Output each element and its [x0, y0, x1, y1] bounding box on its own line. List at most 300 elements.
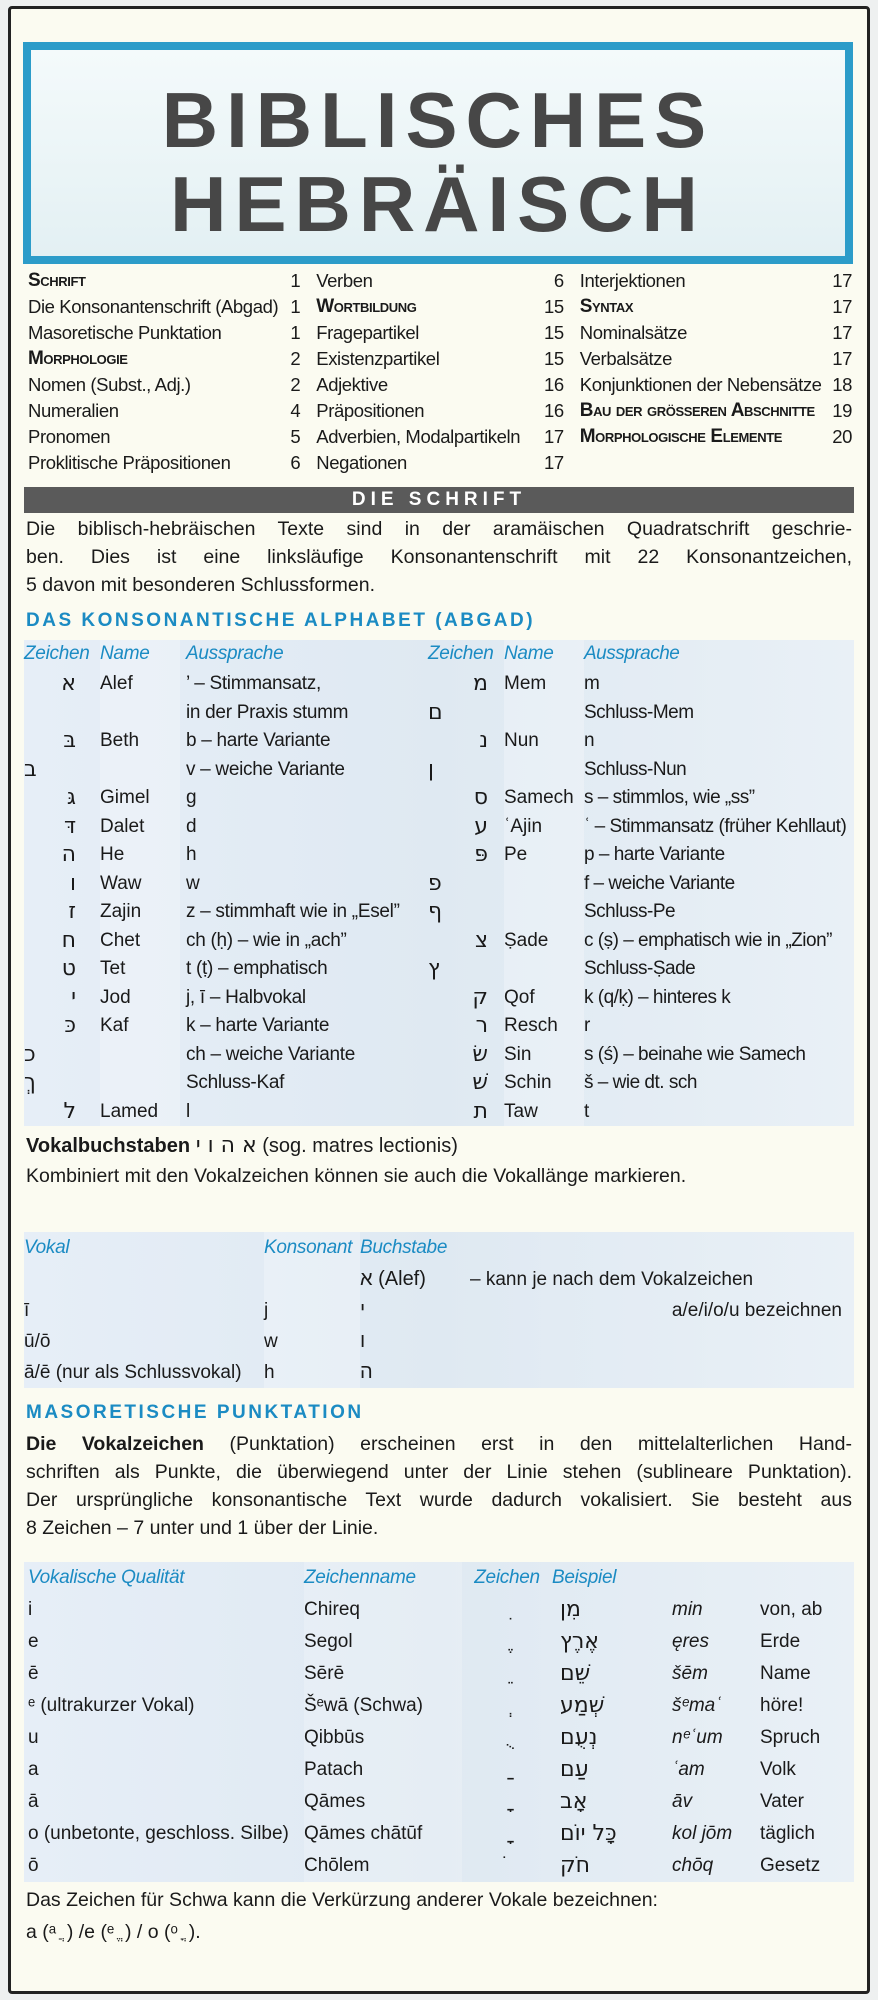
toc-entry-title: Wortbildung: [316, 296, 417, 317]
cell: šᵉmaʿ: [672, 1695, 722, 1716]
cell: l: [186, 1100, 190, 1122]
hebrew-letter: דּ: [63, 813, 76, 839]
hebrew-letter: ז: [68, 899, 76, 924]
vokalzeichen-table: [24, 1562, 854, 1882]
cell: p – harte Variante: [584, 844, 725, 865]
bold-term: Die Vokalzeichen: [26, 1433, 204, 1455]
cell: Erde: [760, 1631, 801, 1652]
toc-entry-page: 16: [543, 400, 564, 421]
hebrew-letter: ךְ: [24, 1070, 36, 1095]
line-text: schriften als Punkte, die überwiegend unter der Linie stehen (sublineare Punktation).: [26, 1461, 852, 1483]
cell: ᵉ (ultrakurzer Vokal): [28, 1695, 195, 1716]
cell: v – weiche Variante: [186, 758, 345, 780]
toc-column: [580, 268, 852, 476]
cell: n: [584, 730, 595, 751]
hebrew-example: שֵׁם: [560, 1661, 591, 1686]
cell: Taw: [504, 1098, 584, 1127]
table-row: [24, 841, 854, 870]
cell: Qof: [504, 984, 584, 1013]
hebrew-example: חֹק: [560, 1853, 590, 1878]
vowel-sign: ְ: [503, 1693, 511, 1718]
toc-entry-title: Morphologische Elemente: [579, 426, 783, 447]
cell: kol jōm: [672, 1823, 733, 1844]
cell: Šᵉwā (Schwa): [304, 1690, 462, 1722]
cell: Spruch: [760, 1727, 821, 1748]
cell: Sin: [504, 1041, 584, 1070]
toc-entry-page: 15: [543, 348, 564, 369]
toc-entry-title: Präpositionen: [316, 400, 425, 421]
paragraph-line: [26, 1430, 852, 1458]
hebrew-letter: צ: [474, 927, 488, 953]
toc-entry-page: 20: [832, 426, 852, 447]
cell: ā: [28, 1791, 39, 1812]
cell: āv: [672, 1791, 693, 1812]
toc-column: [316, 268, 564, 476]
toc-entry[interactable]: [28, 346, 300, 372]
toc-entry-title: Nomen (Subst., Adj.): [28, 374, 191, 395]
column-header: Vokal: [24, 1237, 70, 1258]
footer-line: Das Zeichen für Schwa kann die Verkürzung anderer Vokale bezeichnen:: [26, 1889, 658, 1911]
cell: [504, 870, 584, 899]
hebrew-letter: ל: [63, 1098, 76, 1124]
toc-entry[interactable]: [28, 398, 300, 424]
toc-entry[interactable]: [28, 424, 300, 450]
toc-entry[interactable]: [580, 398, 852, 424]
cell: He: [100, 841, 180, 870]
hebrew-letter: ט: [61, 956, 76, 981]
toc-entry-page: 4: [290, 400, 301, 421]
paragraph-line: [26, 1486, 852, 1514]
vokalbuchstaben-text: [26, 1162, 852, 1190]
table-row: [24, 955, 854, 984]
hebrew-letter: י: [71, 984, 76, 1010]
vokalbuchstaben-label: Vokalbuchstaben: [26, 1135, 191, 1157]
title-line-1: BIBLISCHES: [161, 76, 715, 164]
cell: j: [264, 1295, 360, 1326]
cell: Volk: [760, 1759, 796, 1780]
toc-entry[interactable]: [316, 398, 564, 424]
cell: [100, 699, 180, 728]
hebrew-letter: ם: [428, 699, 443, 725]
cell: s – stimmlos, wie „ss”: [584, 787, 755, 808]
hebrew-letter: ב: [24, 756, 37, 782]
cell: Resch: [504, 1012, 584, 1041]
cell: ʿAjin: [504, 813, 584, 842]
toc-entry[interactable]: [316, 268, 564, 294]
cell: Ṣade: [504, 927, 584, 956]
cell: s (ś) – beinahe wie Samech: [584, 1043, 806, 1065]
hebrew-letter: ץ: [428, 956, 440, 981]
line-text: Der ursprüngliche konsonantische Text wurde dadurch vokalisiert. Sie besteht aus: [26, 1489, 852, 1511]
cell: h: [264, 1357, 360, 1388]
hebrew-letter: פּ: [474, 842, 488, 867]
table-row: [24, 1722, 854, 1754]
table-row: [24, 927, 854, 956]
toc-entry-title: Syntax: [579, 296, 634, 317]
hebrew-letter: מ: [473, 671, 488, 696]
column-header: Zeichen: [428, 643, 494, 664]
cell: Vater: [760, 1791, 805, 1812]
column-header: [760, 1562, 854, 1594]
cell: י: [360, 1299, 366, 1321]
column-header: Vokalische Qualität: [28, 1567, 185, 1588]
matres-note: (sog. matres lectionis): [262, 1135, 458, 1157]
column-header: Aussprache: [186, 643, 284, 664]
cell: ʿam: [672, 1759, 705, 1780]
cell: ō: [28, 1855, 39, 1876]
cell: Qāmes: [304, 1786, 462, 1818]
cell: f – weiche Variante: [584, 872, 735, 894]
toc-entry-page: 17: [832, 348, 852, 369]
cell: Gesetz: [760, 1855, 821, 1876]
toc-entry-page: 5: [290, 426, 301, 447]
table-row: [24, 1626, 854, 1658]
toc-entry-title: Verbalsätze: [579, 348, 673, 369]
toc-entry-title: Negationen: [316, 452, 407, 473]
table-row: [24, 1850, 854, 1882]
cell: ē: [28, 1663, 39, 1684]
hebrew-letter: ק: [472, 984, 488, 1010]
cell: k – harte Variante: [186, 1015, 330, 1036]
table-row: [24, 1818, 854, 1850]
toc-entry-title: Bau der grösseren Abschnitte: [579, 400, 815, 421]
cell: Patach: [304, 1754, 462, 1786]
toc-entry-title: Konjunktionen der Nebensätze: [579, 374, 822, 395]
cell: z – stimmhaft wie in „Esel”: [186, 901, 400, 922]
toc-entry-title: Morphologie: [28, 348, 128, 369]
hebrew-example: אֶרֶץ: [560, 1629, 599, 1654]
section-bar-schrift: DIE SCHRIFT: [24, 487, 854, 513]
cell: Sērē: [304, 1658, 462, 1690]
cell: t (ṭ) – emphatisch: [186, 958, 328, 979]
table-row: [24, 1326, 854, 1357]
cell: – kann je nach dem Vokalzeichen: [470, 1269, 754, 1290]
schwa-note: [26, 1884, 852, 1948]
table-row: [24, 898, 854, 927]
toc-entry-title: Verben: [316, 270, 373, 291]
toc-entry[interactable]: [316, 372, 564, 398]
toc-entry-page: 6: [553, 270, 564, 291]
cell: Beth: [100, 727, 180, 756]
cell: von, ab: [760, 1599, 823, 1620]
toc-entry[interactable]: [28, 372, 300, 398]
cell: ęres: [672, 1631, 709, 1652]
cell: [504, 898, 584, 927]
toc-entry-title: Existenzpartikel: [316, 348, 440, 369]
cell: [504, 699, 584, 728]
table-row: [24, 870, 854, 899]
vowel-sign: ֻ: [503, 1725, 511, 1750]
toc-entry[interactable]: [316, 450, 564, 476]
cell: [504, 955, 584, 984]
table-row: [24, 756, 854, 785]
column-header: Name: [100, 640, 180, 670]
toc-entry-title: Nominalsätze: [579, 322, 688, 343]
alphabet-table: [24, 640, 854, 1126]
cell: Schluss-Kaf: [186, 1072, 285, 1093]
cell: e: [28, 1631, 39, 1652]
table-row: [24, 1786, 854, 1818]
paragraph-line: ben. Dies ist eine linksläufige Konsonantenschrift mit 22 Konsonantzeichen,: [26, 546, 852, 568]
hebrew-letter: ח: [61, 927, 76, 953]
toc-entry[interactable]: [580, 424, 852, 450]
cell: o (unbetonte, geschloss. Silbe): [28, 1823, 289, 1844]
cell: a/e/i/o/u bezeichnen: [671, 1300, 842, 1321]
column-header: Buchstabe: [360, 1237, 448, 1258]
cell: g: [186, 787, 197, 808]
cell: d: [186, 815, 197, 837]
vowel-sign: ָ: [503, 1789, 511, 1814]
paragraph-line: [26, 1514, 852, 1542]
cell: ch – weiche Variante: [186, 1043, 355, 1065]
hebrew-letter: א: [61, 671, 76, 696]
toc-entry-title: Fragepartikel: [316, 322, 420, 343]
cell: k (q/ḳ) – hinteres k: [584, 986, 731, 1008]
toc-entry[interactable]: [580, 294, 852, 320]
table-header: [24, 1232, 854, 1264]
cell: ו: [360, 1330, 366, 1352]
toc-entry[interactable]: [316, 346, 564, 372]
cell: m: [584, 673, 600, 694]
cell: Schluss-Mem: [584, 701, 694, 723]
cell: r: [584, 1015, 590, 1036]
matres-letters: א ה ו י: [195, 1133, 257, 1158]
toc-entry-page: 18: [832, 374, 852, 395]
hebrew-example: עַם: [560, 1757, 589, 1782]
hebrew-letter: בּ: [63, 728, 76, 753]
table-row: [24, 1594, 854, 1626]
title-line-2: HEBRÄISCH: [170, 160, 706, 248]
cell: Pe: [504, 841, 584, 870]
hebrew-letter: שׁ: [472, 1070, 488, 1095]
cell: [24, 1264, 264, 1295]
toc-entry[interactable]: [316, 294, 564, 320]
punktation-heading: MASORETISCHE PUNKTATION: [26, 1402, 364, 1423]
toc-entry-title: Pronomen: [28, 426, 111, 447]
table-row: [24, 1098, 854, 1127]
hebrew-letter: כּ: [64, 1013, 76, 1038]
cell: ū/ō: [24, 1331, 51, 1352]
cell: Waw: [100, 870, 180, 899]
toc-entry-page: 1: [290, 322, 301, 343]
cell: [504, 756, 584, 785]
cell: Lamed: [100, 1098, 180, 1127]
cell: i: [28, 1599, 33, 1620]
cell: Samech: [504, 784, 584, 813]
cell: ch (ḥ) – wie in „ach”: [186, 929, 347, 951]
column-header: Konsonant: [264, 1232, 360, 1264]
toc-entry-page: 17: [832, 270, 852, 291]
cell: ā/ē (nur als Schlussvokal): [24, 1362, 242, 1383]
toc-entry-page: 1: [290, 296, 301, 317]
toc-entry[interactable]: [580, 372, 852, 398]
toc-entry-page: 15: [543, 322, 564, 343]
cell: in der Praxis stumm: [186, 701, 349, 723]
vowel-sign: ָ: [503, 1821, 511, 1846]
cell: ʿ – Stimmansatz (früher Kehllaut): [584, 815, 847, 837]
hebrew-example: אָב: [560, 1789, 588, 1814]
vowel-sign: ֵ: [503, 1661, 511, 1686]
alphabet-heading: DAS KONSONANTISCHE ALPHABET (ABGAD): [26, 610, 536, 631]
vokalbuchstaben-line: [26, 1133, 458, 1158]
hebrew-letter: ו: [70, 870, 76, 896]
toc-entry[interactable]: [580, 268, 852, 294]
cell: š – wie dt. sch: [584, 1072, 697, 1093]
toc-entry-page: 2: [290, 348, 301, 369]
table-row: [24, 1357, 854, 1388]
table-row: [24, 1754, 854, 1786]
toc-entry[interactable]: [28, 450, 300, 476]
toc-entry-page: 19: [832, 400, 852, 421]
hebrew-letter: גּ: [66, 785, 76, 810]
toc-entry-title: Masoretische Punktation: [28, 322, 222, 343]
hebrew-example: מִן: [560, 1597, 581, 1622]
vowel-sign: ַ: [503, 1757, 511, 1782]
toc-entry[interactable]: [316, 320, 564, 346]
column-header: Zeichen: [24, 643, 90, 664]
cell: [100, 1041, 180, 1070]
toc-entry[interactable]: [316, 424, 564, 450]
table-row: [24, 699, 854, 728]
hebrew-letter: נ: [479, 728, 488, 753]
cell: [100, 1069, 180, 1098]
cell: c (ṣ) – emphatisch wie in „Zion”: [584, 929, 832, 951]
hebrew-letter: ף: [428, 899, 443, 924]
hebrew-example: שְׁמַע: [560, 1693, 605, 1718]
cell: Chireq: [304, 1594, 462, 1626]
cell: Schluss-Pe: [584, 901, 676, 922]
toc-entry[interactable]: [28, 268, 300, 294]
table-row: [24, 1264, 854, 1295]
hebrew-letter: כ: [24, 1041, 36, 1067]
column-header: Name: [504, 640, 584, 670]
cell: Jod: [100, 984, 180, 1013]
title-box: [23, 42, 853, 264]
table-row: [24, 1295, 854, 1326]
cell: chōq: [672, 1855, 714, 1876]
hebrew-letter: [24, 699, 100, 728]
toc-entry[interactable]: [28, 320, 300, 346]
column-header: Aussprache: [584, 643, 680, 664]
table-header: [24, 640, 854, 670]
toc-entry-page: 16: [543, 374, 564, 395]
hebrew-letter: שׂ: [472, 1041, 488, 1067]
cell: Mem: [504, 670, 584, 699]
toc-entry-title: Die Konsonantenschrift (Abgad): [28, 296, 279, 317]
cell: [470, 1326, 854, 1357]
toc-entry-page: 2: [290, 374, 301, 395]
hebrew-letter: ר: [475, 1013, 488, 1038]
table-row: [24, 727, 854, 756]
cell: Qibbūs: [304, 1722, 462, 1754]
toc-entry-page: 17: [543, 426, 564, 447]
cell: ī: [24, 1300, 30, 1321]
toc-column: [28, 268, 300, 476]
vowel-sign: ֹ: [503, 1853, 511, 1878]
toc-entry-title: Interjektionen: [579, 270, 686, 291]
hebrew-example: כָּל יוֹם: [560, 1821, 617, 1846]
cell: ’ – Stimmansatz,: [186, 673, 321, 694]
column-header: Beispiel: [552, 1567, 617, 1588]
cell: Gimel: [100, 784, 180, 813]
cell: t: [584, 1100, 589, 1122]
table-row: [24, 813, 854, 842]
paragraph-line: Die biblisch-hebräischen Texte sind in der aramäischen Quadratschrift geschrie-: [26, 518, 852, 540]
cell: Tet: [100, 955, 180, 984]
cell: höre!: [760, 1695, 804, 1716]
line-text: 8 Zeichen – 7 unter und 1 über der Linie.: [26, 1517, 379, 1539]
vokalbuchstaben-line2: Kombiniert mit den Vokalzeichen können sie auch die Vokallänge markieren.: [26, 1165, 687, 1187]
cell: Schluss-Ṣade: [584, 958, 696, 979]
cell: [100, 756, 180, 785]
vokalbuchstaben-table: [24, 1232, 854, 1388]
table-row: [24, 1690, 854, 1722]
column-header: [672, 1562, 760, 1594]
table-row: [24, 1012, 854, 1041]
column-header: Zeichenname: [304, 1562, 462, 1594]
intro-paragraph: [26, 515, 852, 599]
toc-entry[interactable]: [28, 294, 300, 320]
toc-entry-page: 6: [290, 452, 301, 473]
cell: Qāmes chātūf: [304, 1818, 462, 1850]
toc-entry-title: Adjektive: [316, 374, 388, 395]
table-row: [24, 1658, 854, 1690]
vowel-sign: ֶ: [503, 1629, 511, 1654]
hebrew-letter: ס: [473, 785, 488, 810]
table-header: [24, 1562, 854, 1594]
table-row: [24, 784, 854, 813]
cell: h: [186, 844, 197, 865]
table-of-contents: [28, 268, 852, 476]
cell: täglich: [760, 1823, 815, 1844]
table-row: [24, 984, 854, 1013]
cell: Zajin: [100, 898, 180, 927]
hebrew-letter: ה: [61, 842, 76, 867]
cell: Chōlem: [304, 1850, 462, 1882]
table-row: [24, 1041, 854, 1070]
column-header: Zeichen: [474, 1567, 540, 1588]
cell: Chet: [100, 927, 180, 956]
toc-entry[interactable]: [580, 346, 852, 372]
vowel-sign: ִ: [503, 1597, 511, 1622]
hebrew-letter: פ: [428, 870, 442, 896]
toc-entry-title: Schrift: [28, 270, 86, 291]
hebrew-letter: ת: [473, 1098, 488, 1124]
cell: b – harte Variante: [186, 730, 331, 751]
cell: šēm: [672, 1663, 708, 1684]
toc-entry-page: 1: [290, 270, 301, 291]
cell: Schluss-Nun: [584, 758, 687, 780]
cell: a: [28, 1759, 39, 1780]
cell: Nun: [504, 727, 584, 756]
cell: nᵉʿum: [672, 1727, 723, 1748]
cell: w: [186, 872, 200, 894]
cell: Name: [760, 1663, 811, 1684]
hebrew-example: נְעֻם: [560, 1725, 598, 1750]
toc-entry-page: 17: [832, 296, 852, 317]
line-text: (Punktation) erscheinen erst in den mittelalterlichen Hand-: [203, 1433, 852, 1455]
cell: א (Alef): [360, 1268, 426, 1290]
hebrew-letter: ע: [474, 813, 488, 839]
toc-entry-title: Adverbien, Modalpartikeln: [316, 426, 521, 447]
cell: j, ī – Halbvokal: [186, 986, 306, 1008]
toc-entry[interactable]: [580, 320, 852, 346]
punktation-paragraph: [26, 1430, 852, 1542]
footer-line: a (ᵃ ֲ ) /e (ᵉ ֱ ) / o (ᵒ ֳ ).: [26, 1921, 201, 1943]
column-header: [470, 1232, 854, 1264]
cell: min: [672, 1599, 703, 1620]
cell: w: [264, 1326, 360, 1357]
